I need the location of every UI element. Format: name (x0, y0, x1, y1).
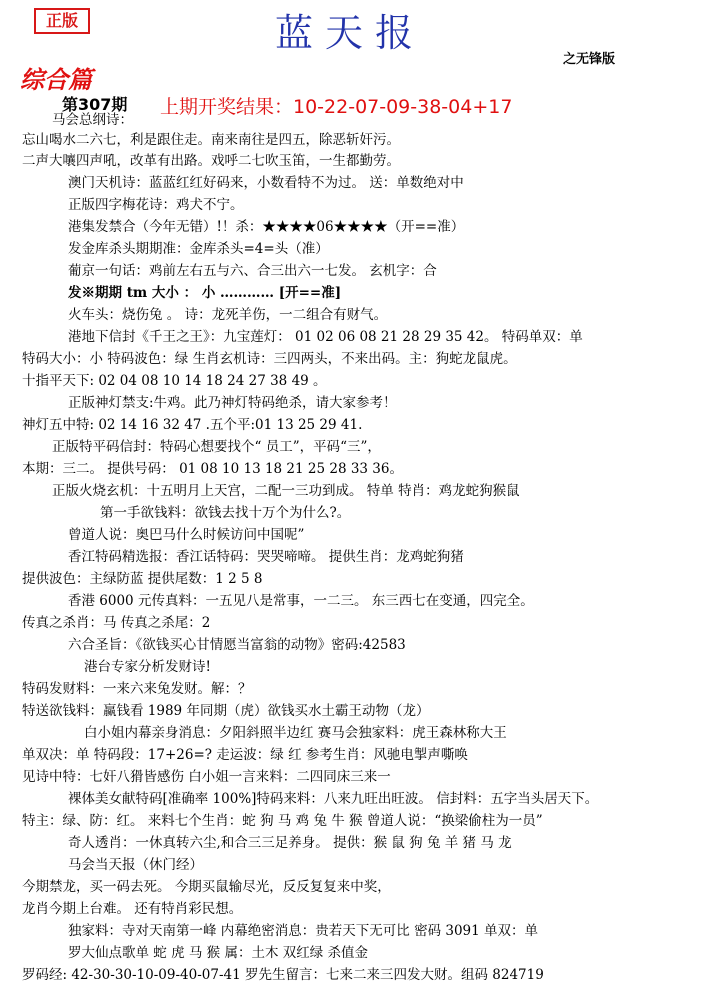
text-line: 曾道人说：奥巴马什么时候访问中国呢” (68, 527, 305, 543)
text-line: 提供波色：主绿防蓝 提供尾数：1 2 5 8 (22, 571, 263, 587)
text-line: 特送欲钱料：赢钱看 1989 年同期（虎）欲钱买水土霸王动物（龙） (22, 703, 430, 719)
text-line: 龙肖今期上台难。 还有特肖彩民想。 (22, 901, 243, 917)
text-line: 正版四字梅花诗：鸡犬不宁。 (68, 197, 244, 213)
text-line: 特码大小：小 特码波色：绿 生肖玄机诗：三四两头，不来出码。主：狗蛇龙鼠虎。 (22, 351, 517, 367)
text-line: 神灯五中特: 02 14 16 32 47 .五个平:01 13 25 29 41. (22, 417, 363, 433)
text-line: 罗码经: 42-30-30-10-09-40-07-41 罗先生留言：七来二来三四发大财。组码 824719 (22, 967, 544, 983)
text-line: 发金库杀头期期准：金库杀头=4=头（准） (68, 241, 329, 257)
text-line: 港地下信封《千王之王》：九宝莲灯： 01 02 06 08 21 28 29 35 42。 特码单双：单 (68, 329, 583, 345)
newspaper-title: 蓝天报 (274, 11, 425, 55)
text-line: 传真之杀肖：马 传真之杀尾：2 (22, 615, 211, 631)
text-line: 六合圣旨：《欲钱买心甘情愿当富翁的动物》密码:42583 (68, 637, 406, 653)
text-line: 忘山喝水二六七，利是跟住走。南来南往是四五，除恶斩奸污。 (22, 132, 400, 148)
official-badge: 正版 (34, 8, 90, 34)
text-line: 见诗中特：七奸八猾皆感伤 白小姐一言来料：二四同床三来一 (22, 769, 391, 785)
text-line: 特码发财料：一来六来兔发财。解：？ (22, 681, 252, 697)
text-line: 葡京一句话：鸡前左右五与六、合三出六一七发。 玄机字：合 (68, 263, 437, 279)
text-line: 十指平天下: 02 04 08 10 14 18 24 27 38 49 。 (22, 373, 327, 389)
section-title: 综合篇 (20, 66, 92, 94)
text-line: 正版神灯禁支:牛鸡。此乃神灯特码绝杀，请大家参考！ (68, 395, 397, 411)
text-line: 正版火烧玄机：十五明月上天宫，二配一三功到成。 特单 特肖：鸡龙蛇狗猴鼠 (52, 483, 520, 499)
edition-label: 之无锋版 (563, 52, 616, 67)
text-line: 发※期期 tm 大小 ： 小 ………… [开==准] (68, 285, 342, 301)
issue-number: 第307期 (62, 95, 128, 114)
text-line: 独家料：寺对天南第一峰 内幕绝密消息：贵若天下无可比 密码 3091 单双：单 (68, 923, 539, 939)
text-line: 第一手欲钱料：欲钱去找十万个为什么?。 (100, 505, 351, 521)
text-line: 香江特码精选报：香江话特码：哭哭啼啼。 提供生肖：龙鸡蛇狗猪 (68, 549, 464, 565)
text-line: 港集发禁合（今年无错）!！杀：★★★★06★★★★（开==准） (68, 219, 465, 235)
text-line: 特主：绿、防：红。 来料七个生肖：蛇 狗 马 鸡 兔 牛 猴 曾道人说：“换梁偷柱为一员” (22, 813, 543, 829)
text-line: 单双决：单 特码段：17+26=? 走运波：绿 红 参考生肖：风驰电掣声嘶唤 (22, 747, 468, 763)
text-line: 奇人透肖：一休真转六尘,和合三三足养身。 提供：猴 鼠 狗 兔 羊 猪 马 龙 (68, 835, 512, 851)
text-line: 马会当天报（休门经） (68, 857, 203, 873)
text-line: 澳门天机诗：蓝蓝红红好码来，小数看特不为过。 送：单数绝对中 (68, 175, 464, 191)
last-draw-result: 上期开奖结果：10-22-07-09-38-04+17 (160, 96, 513, 118)
text-line: 火车头：烧伤兔 。 诗：龙死羊伤，一二组合有财气。 (68, 307, 388, 323)
text-line: 罗大仙点歌单 蛇 虎 马 猴 属：土木 双红绿 杀值金 (68, 945, 369, 961)
text-line: 本期：三二。 提供号码： 01 08 10 13 18 21 25 28 33 36。 (22, 461, 403, 477)
text-line: 白小姐内幕亲身消息：夕阳斜照半边红 赛马会独家料：虎王森林称大王 (84, 725, 507, 741)
text-line: 港台专家分析发财诗! (84, 659, 211, 675)
text-line: 马会总纲诗： (52, 112, 133, 128)
text-line: 正版特平码信封：特码心想要找个“ 员工”，平码“三”， (52, 439, 381, 455)
text-line: 裸体美女献特码[准确率 100%]特码来料：八来九旺出旺波。 信封料：五字当头居天下。 (68, 791, 599, 807)
text-line: 二声大嚷四声吼，改革有出路。戏呼二七吹玉笛，一生都勤劳。 (22, 153, 400, 169)
text-line: 今期禁龙，买一码去死。 今期买鼠输尽光，反反复复来中奖， (22, 879, 391, 895)
text-line: 香港 6000 元传真料：一五见八是常事，一二三。 东三西七在变通，四完全。 (68, 593, 534, 609)
